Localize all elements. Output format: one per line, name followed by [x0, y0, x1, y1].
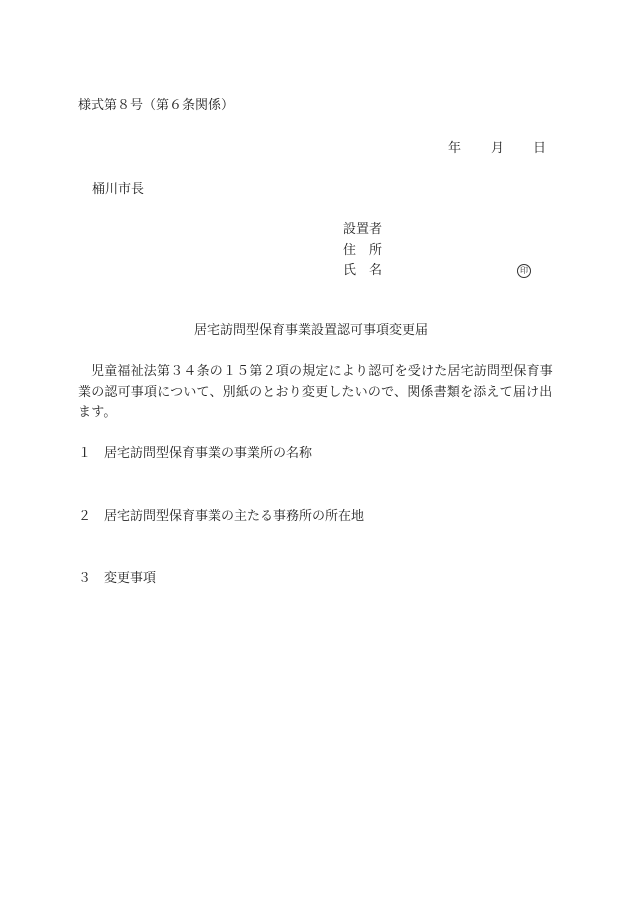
list-item-text: 居宅訪問型保育事業の事業所の名称 [104, 446, 313, 461]
list-item-number: ２ [78, 509, 92, 524]
date-month-label: 月 [491, 141, 505, 156]
applicant-role-row [343, 221, 543, 242]
applicant-name-label: 氏 名 [343, 263, 383, 278]
seal-mark-icon: 印 [517, 264, 531, 278]
addressee: 桶川市長 [92, 182, 145, 197]
applicant-role-label: 設置者 [343, 222, 383, 237]
list-item-number: ３ [78, 571, 92, 586]
list-item-text: 変更事項 [104, 571, 157, 586]
body-paragraph: 児童福祉法第３４条の１５第２項の規定により認可を受けた居宅訪問型保育事業の認可事項について、別紙のとおり変更したいので、関係書類を添えて届け出ます。 [78, 364, 554, 420]
date-day-label: 日 [533, 141, 547, 156]
date-year-label: 年 [448, 141, 462, 156]
applicant-block [343, 221, 543, 283]
applicant-address-label: 住 所 [343, 242, 383, 258]
applicant-address-row [343, 242, 543, 263]
list-item [78, 508, 364, 527]
list-item-text: 居宅訪問型保育事業の主たる事務所の所在地 [104, 509, 365, 524]
list-item-number: １ [78, 446, 92, 461]
list-item [78, 445, 312, 464]
applicant-name-row [343, 262, 543, 283]
form-number: 様式第８号（第６条関係） [78, 98, 235, 113]
list-item [78, 570, 156, 589]
document-title: 居宅訪問型保育事業設置認可事項変更届 [194, 323, 429, 338]
